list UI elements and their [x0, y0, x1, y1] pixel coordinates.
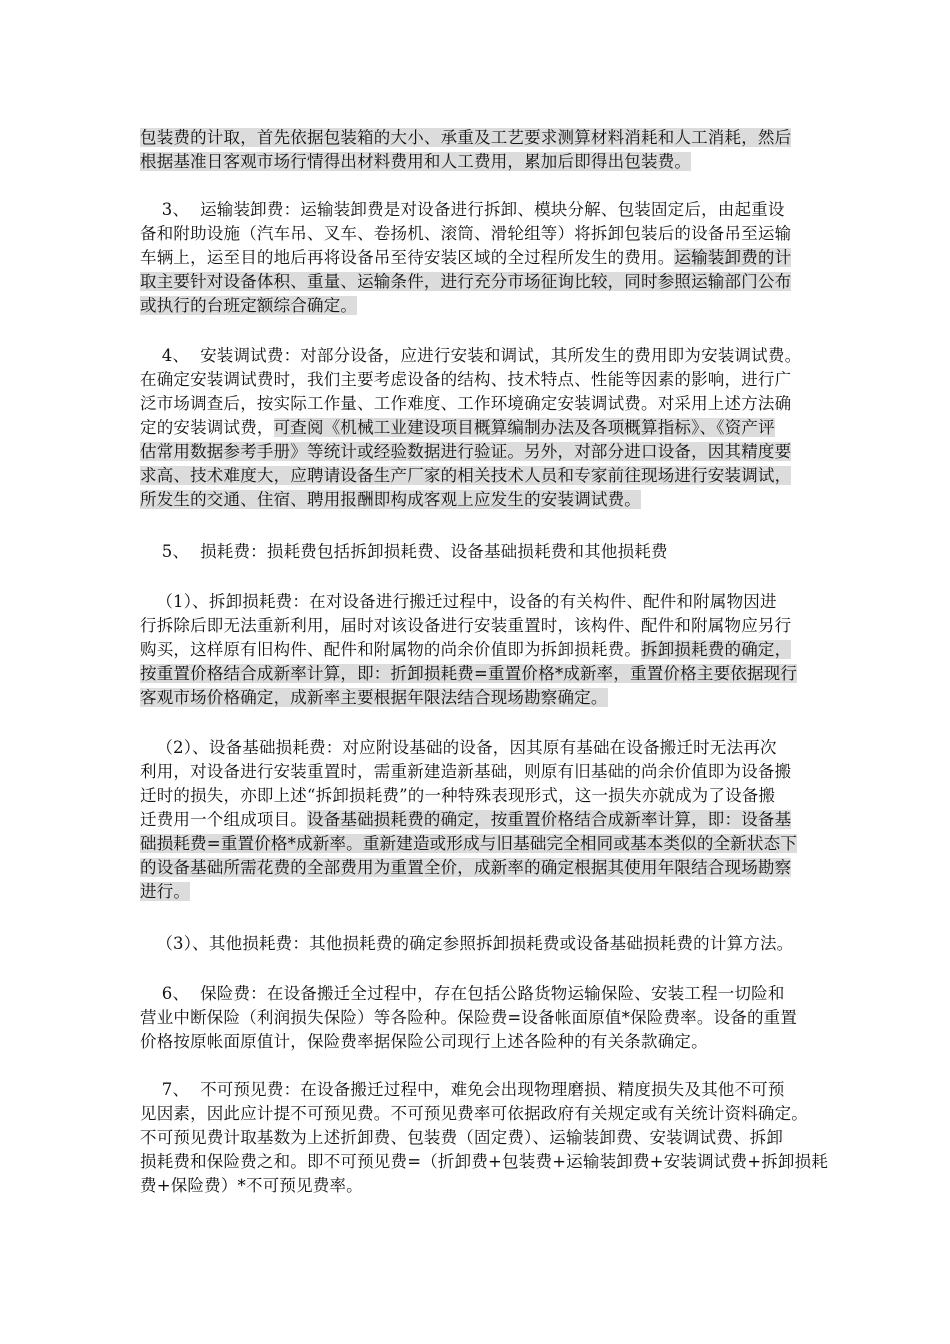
- text-segment: 泛市场调查后，按实际工作量、工作难度、工作环境确定安装调试费。对采用上述方法确: [140, 394, 792, 413]
- text-line: [140, 294, 812, 318]
- text-line: [140, 614, 812, 638]
- paragraph-transport-loading-fee: [140, 198, 812, 318]
- highlighted-text: 设备基础损耗费的确定，按重置价格结合成新率计算，即：设备基: [307, 810, 792, 829]
- text-segment: （1）、拆卸损耗费：在对设备进行搬迁过程中，设备的有关构件、配件和附属物因进: [140, 592, 777, 611]
- highlighted-text: 取主要针对设备体积、重量、运输条件，进行充分市场征询比较，同时参照运输部门公布: [140, 272, 792, 291]
- highlighted-text: 估常用数据参考手册》等统计或经验数据进行验证。另外，对部分进口设备，因其精度要: [140, 442, 792, 461]
- text-segment: 备和附助设施（汽车吊、叉车、卷扬机、滚筒、滑轮组等）将拆卸包装后的设备吊至运输: [140, 224, 792, 243]
- text-line: [140, 392, 812, 416]
- text-line: [140, 416, 812, 440]
- text-segment: 定的安装调试费，: [140, 418, 274, 437]
- highlighted-text: 运输装卸费的计: [674, 248, 792, 267]
- text-segment: 损耗费和保险费之和。即不可预见费=（折卸费+包装费+运输装卸费+安装调试费+拆卸损耗: [140, 1152, 829, 1171]
- highlighted-text: 根据基准日客观市场行情得出材料费用和人工费用，累加后即得出包装费。: [140, 152, 692, 171]
- text-line: [140, 246, 812, 270]
- text-line: [140, 590, 812, 614]
- text-segment: （3）、其他损耗费：其他损耗费的确定参照拆卸损耗费或设备基础损耗费的计算方法。: [140, 934, 794, 953]
- paragraph-packaging-fee-continued: [140, 126, 812, 174]
- text-line: [140, 1102, 812, 1126]
- text-line: [140, 760, 812, 784]
- text-line: [140, 222, 812, 246]
- paragraph-installation-commissioning-fee: [140, 344, 812, 512]
- text-segment: 利用，对设备进行安装重置时，需重新建造新基础，则原有旧基础的尚余价值即为设备搬: [140, 762, 792, 781]
- text-line: [140, 464, 812, 488]
- text-segment: 价格按原帐面原值计，保险费率据保险公司现行上述各险种的有关条款确定。: [140, 1032, 708, 1051]
- text-line: [140, 1078, 812, 1102]
- text-line: [140, 686, 812, 710]
- text-segment: 7、 不可预见费：在设备搬迁过程中，难免会出现物理磨损、精度损失及其他不可预: [140, 1080, 785, 1099]
- text-line: [140, 832, 812, 856]
- text-segment: 购买，这样原有旧构件、配件和附属物的尚余价值即为拆卸损耗费。: [140, 640, 641, 659]
- paragraph-dismantling-loss-fee: [140, 590, 812, 710]
- text-segment: 行拆除后即无法重新利用，届时对该设备进行安装重置时，该构件、配件和附属物应另行: [140, 616, 792, 635]
- highlighted-text: 按重置价格结合成新率计算，即：折卸损耗费=重置价格*成新率，重置价格主要依据现行: [140, 664, 798, 683]
- highlighted-text: 可查阅《机械工业建设项目概算编制办法及各项概算指标》、《资产评: [273, 418, 775, 437]
- paragraph-contingency-fee: [140, 1078, 829, 1198]
- text-segment: 车辆上，运至目的地后再将设备吊至待安装区域的全过程所发生的费用。: [140, 248, 675, 267]
- text-segment: 营业中断保险（利润损失保险）等各险种。保险费=设备帐面原值*保险费率。设备的重置: [140, 1008, 798, 1027]
- highlighted-text: 的设备基础所需花费的全部费用为重置全价，成新率的确定根据其使用年限结合现场勘察: [140, 858, 792, 877]
- text-line: [140, 540, 812, 564]
- text-line: [140, 982, 812, 1006]
- text-segment: 费+保险费）*不可预见费率。: [140, 1176, 363, 1195]
- text-segment: 不可预见费计取基数为上述折卸费、包装费（固定费）、运输装卸费、安装调试费、拆卸: [140, 1128, 784, 1147]
- paragraph-insurance-fee: [140, 982, 812, 1054]
- paragraph-other-loss-fee: [140, 932, 812, 956]
- text-segment: 3、 运输装卸费：运输装卸费是对设备进行拆卸、模块分解、包装固定后，由起重设: [140, 200, 785, 219]
- text-segment: 4、 安装调试费：对部分设备，应进行安装和调试，其所发生的费用即为安装调试费。: [140, 346, 802, 365]
- text-line: [140, 932, 812, 956]
- text-line: [140, 784, 812, 808]
- text-line: [140, 1006, 812, 1030]
- text-line: [140, 368, 812, 392]
- highlighted-text: 或执行的台班定额综合确定。: [140, 296, 358, 315]
- text-line: [140, 198, 812, 222]
- paragraph-loss-fee-heading: [140, 540, 812, 564]
- text-line: [140, 270, 812, 294]
- text-line: [140, 662, 812, 686]
- text-line: [140, 638, 812, 662]
- text-line: [140, 736, 812, 760]
- highlighted-text: 求高、技术难度大，应聘请设备生产厂家的相关技术人员和专家前往现场进行安装调试，: [140, 466, 792, 485]
- text-line: [140, 126, 812, 150]
- text-line: [140, 1126, 812, 1150]
- text-line: [140, 440, 812, 464]
- highlighted-text: 础损耗费=重置价格*成新率。重新建造或形成与旧基础完全相同或基本类似的全新状态下: [140, 834, 798, 853]
- text-segment: 见因素，因此应计提不可预见费。不可预见费率可依据政府有关规定或有关统计资料确定。: [140, 1104, 808, 1123]
- highlighted-text: 包装费的计取，首先依据包装箱的大小、承重及工艺要求测算材料消耗和人工消耗，然后: [140, 128, 792, 147]
- highlighted-text: 客观市场价格确定，成新率主要根据年限法结合现场勘察确定。: [140, 688, 608, 707]
- highlighted-text: 拆卸损耗费的确定，: [641, 640, 792, 659]
- text-line: [140, 344, 812, 368]
- text-line: [140, 1174, 812, 1198]
- text-segment: 6、 保险费：在设备搬迁全过程中，存在包括公路货物运输保险、安装工程一切险和: [140, 984, 785, 1003]
- text-segment: 迁费用一个组成项目。: [140, 810, 307, 829]
- text-line: [140, 488, 812, 512]
- highlighted-text: 所发生的交通、住宿、聘用报酬即构成客观上应发生的安装调试费。: [140, 490, 641, 509]
- highlighted-text: 进行。: [140, 882, 191, 901]
- text-line: [140, 808, 812, 832]
- text-line: [140, 1030, 812, 1054]
- text-segment: 在确定安装调试费时，我们主要考虑设备的结构、技术特点、性能等因素的影响，进行广: [140, 370, 792, 389]
- text-segment: （2）、设备基础损耗费：对应附设基础的设备，因其原有基础在设备搬迁时无法再次: [140, 738, 777, 757]
- text-line: [140, 880, 812, 904]
- text-segment: 迁时的损失，亦即上述“拆卸损耗费”的一种特殊表现形式，这一损失亦就成为了设备搬: [140, 786, 776, 805]
- text-line: [140, 150, 812, 174]
- text-line: [140, 856, 812, 880]
- paragraph-equipment-foundation-loss-fee: [140, 736, 812, 904]
- text-segment: 5、 损耗费：损耗费包括拆卸损耗费、设备基础损耗费和其他损耗费: [140, 542, 668, 561]
- text-line: [140, 1150, 829, 1174]
